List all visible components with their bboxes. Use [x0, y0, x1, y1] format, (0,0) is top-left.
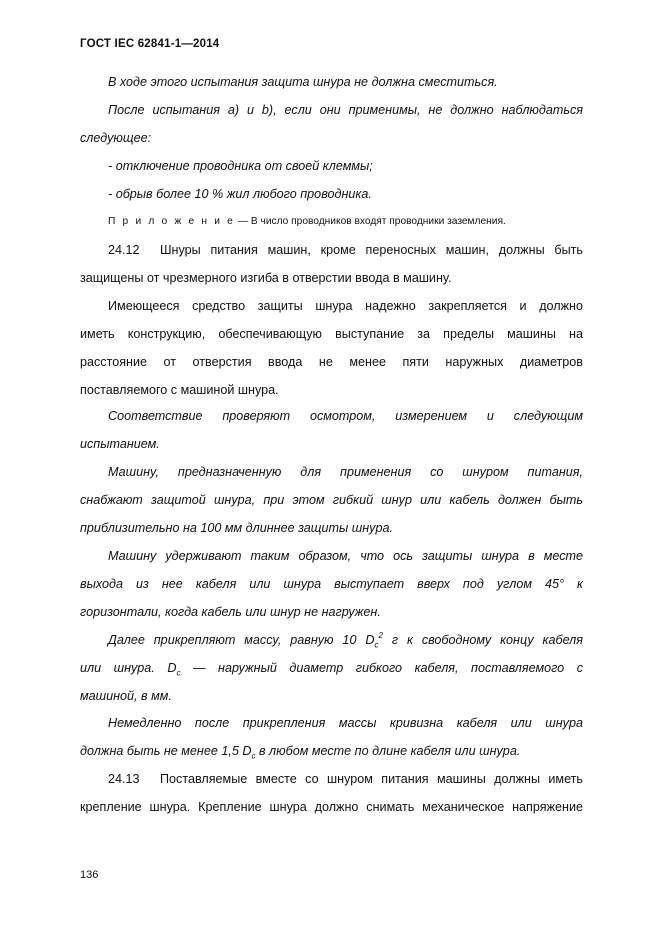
note-line [108, 215, 506, 229]
paragraph-line: выхода из нее кабеля или шнура выступает вверх под углом 45° к [80, 577, 583, 591]
section-number: 24.13 [108, 772, 140, 786]
paragraph-line: горизонтали, когда кабель или шнур не нагружен. [80, 605, 381, 619]
text-run: г к свободному концу кабеля [382, 633, 583, 647]
paragraph-line: Машину удерживают таким образом, что ось защиты шнура в месте [108, 549, 583, 563]
paragraph-line: Имеющееся средство защиты шнура надежно закрепляется и должно [108, 299, 583, 313]
paragraph-line: В ходе этого испытания защита шнура не должна сместиться. [108, 75, 498, 89]
paragraph-line: Машину, предназначенную для применения со шнуром питания, [108, 465, 583, 479]
subscript: c [374, 640, 379, 650]
text-run: или шнура. [80, 661, 168, 675]
superscript: 2 [378, 630, 383, 640]
paragraph-line: приблизительно на 100 мм длиннее защиты шнура. [80, 521, 393, 535]
text-run: Далее прикрепляют массу, равную 10 [108, 633, 366, 647]
symbol-d: D [242, 744, 252, 758]
text-run: должна быть не менее 1,5 [80, 744, 243, 758]
paragraph-line: расстояние от отверстия ввода не менее пяти наружных диаметров [80, 355, 583, 369]
paragraph-line: следующее: [80, 131, 152, 145]
paragraph-line: испытанием. [80, 437, 160, 451]
text-run: — наружный диаметр гибкого кабеля, поставляемого с [180, 661, 583, 675]
symbol-d: D [365, 633, 375, 647]
bullet-item: - обрыв более 10 % жил любого проводника. [108, 187, 372, 201]
paragraph-line [108, 632, 583, 648]
paragraph-line: поставляемого с машиной шнура. [80, 383, 279, 397]
paragraph-line: Немедленно после прикрепления массы кривизна кабеля или шнура [108, 716, 583, 730]
text-run: в любом месте по длине кабеля или шнура. [255, 744, 521, 758]
section-text: Шнуры питания машин, кроме переносных машин, должны быть [160, 243, 583, 257]
paragraph-line: иметь конструкцию, обеспечивающую выступание за пределы машины на [80, 327, 583, 341]
paragraph-line: машиной, в мм. [80, 689, 172, 703]
subscript: c [251, 751, 256, 761]
page-number: 136 [80, 869, 99, 881]
subscript: c [176, 668, 181, 678]
paragraph-line: защищены от чрезмерного изгиба в отверстии ввода в машину. [80, 271, 452, 285]
paragraph-line: снабжают защитой шнура, при этом гибкий шнур или кабель должен быть [80, 493, 583, 507]
page-header-standard: ГОСТ IEC 62841-1—2014 [80, 38, 220, 50]
section-text: Поставляемые вместе со шнуром питания машины должны иметь [160, 772, 583, 786]
paragraph-line: крепление шнура. Крепление шнура должно снимать механическое напряжение [80, 800, 583, 814]
paragraph-line: Соответствие проверяют осмотром, измерением и следующим [108, 409, 583, 423]
paragraph-line [80, 743, 520, 759]
section-number: 24.12 [108, 243, 140, 257]
section-24-13-line [108, 771, 583, 787]
section-24-12-line [108, 242, 583, 258]
paragraph-line: После испытания а) и b), если они применимы, не должно наблюдаться [108, 103, 583, 117]
symbol-d: D [167, 661, 177, 675]
paragraph-line [80, 660, 583, 676]
note-label: П р и л о ж е н и е [108, 216, 236, 227]
note-text: — В число проводников входят проводники заземления. [235, 216, 506, 227]
bullet-item: - отключение проводника от своей клеммы; [108, 159, 373, 173]
